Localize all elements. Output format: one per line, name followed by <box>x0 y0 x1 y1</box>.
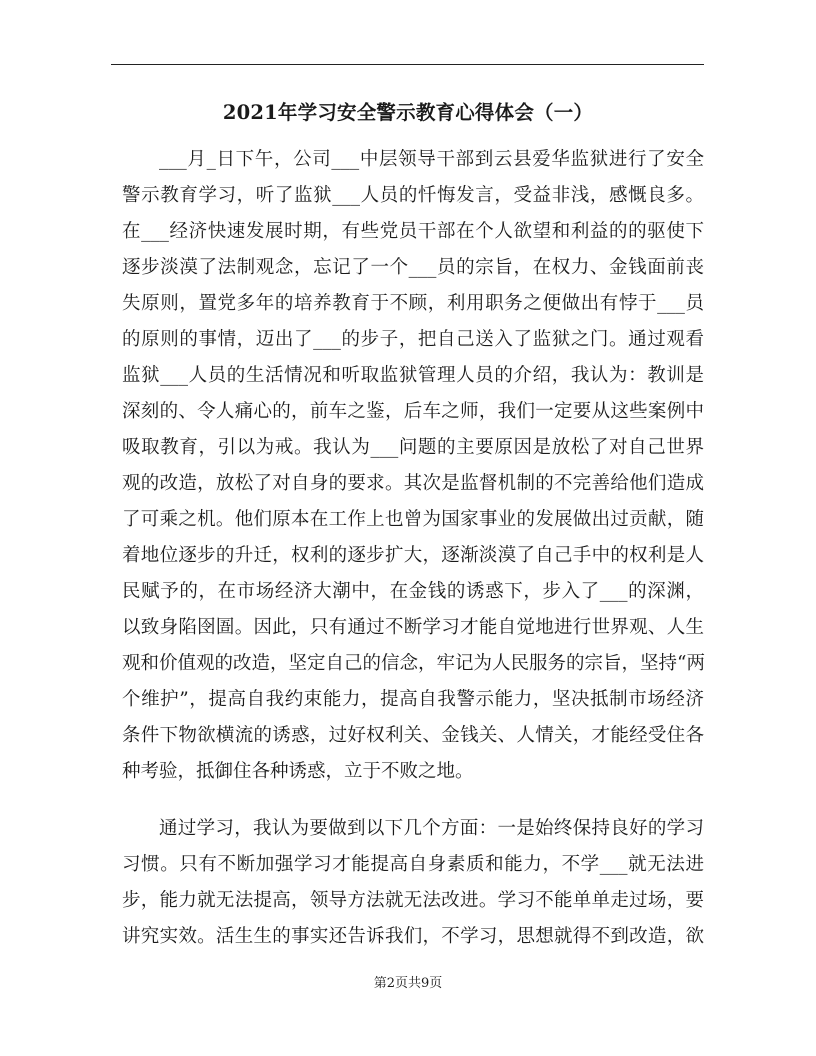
text-line: ___月_日下午，公司___中层领导干部到云县爱华监狱进行了安全 <box>159 149 704 170</box>
document-title: 2021年学习安全警示教育心得体会（一） <box>222 101 594 124</box>
text-line: 吸取教育，引以为戒。我认为___问题的主要原因是放松了对自己世界 <box>122 437 704 458</box>
text-line: 逐步淡漠了法制观念，忘记了一个___员的宗旨，在权力、金钱面前丧 <box>122 257 704 278</box>
text-line: 条件下物欲横流的诱惑，过好权利关、金钱关、人情关，才能经受住各 <box>122 725 704 746</box>
text-line: 监狱___人员的生活情况和听取监狱管理人员的介绍，我认为：教训是 <box>122 365 704 386</box>
text-line: 观和价值观的改造，坚定自己的信念，牢记为人民服务的宗旨，坚持“两 <box>122 653 705 674</box>
text-line: 习惯。只有不断加强学习才能提高自身素质和能力，不学___就无法进 <box>122 854 704 875</box>
page-number: 第2页共9页 <box>373 976 443 991</box>
text-line: 通过学习，我认为要做到以下几个方面：一是始终保持良好的学习 <box>159 818 704 839</box>
text-line: 观的改造，放松了对自身的要求。其次是监督机制的不完善给他们造成 <box>122 473 704 494</box>
text-line: 民赋予的，在市场经济大潮中，在金钱的诱惑下，步入了___的深渊， <box>122 581 704 602</box>
text-line: 着地位逐步的升迁，权利的逐步扩大，逐渐淡漠了自己手中的权利是人 <box>122 545 704 566</box>
text-line: 以致身陷囹圄。因此，只有通过不断学习才能自觉地进行世界观、人生 <box>122 617 704 638</box>
text-line: 讲究实效。活生生的事实还告诉我们，不学习，思想就得不到改造，欲 <box>122 926 704 947</box>
text-line: 警示教育学习，听了监狱___人员的忏悔发言，受益非浅，感慨良多。 <box>122 185 704 206</box>
text-line: 失原则，置党多年的培养教育于不顾，利用职务之便做出有悖于___员 <box>122 293 704 314</box>
text-line: 个维护”，提高自我约束能力，提高自我警示能力，坚决抵制市场经济 <box>122 689 704 710</box>
paragraph-1 <box>122 142 704 790</box>
text-line: 深刻的、令人痛心的，前车之鉴，后车之师，我们一定要从这些案例中 <box>122 401 704 422</box>
paragraph-2 <box>122 811 704 955</box>
text-line: 步，能力就无法提高，领导方法就无法改进。学习不能单单走过场，要 <box>122 890 704 911</box>
text-line: 在___经济快速发展时期，有些党员干部在个人欲望和利益的的驱使下 <box>122 221 704 242</box>
text-line: 的原则的事情，迈出了___的步子，把自己送入了监狱之门。通过观看 <box>122 329 704 350</box>
text-line: 种考验，抵御住各种诱惑，立于不败之地。 <box>122 761 474 782</box>
text-line: 了可乘之机。他们原本在工作上也曾为国家事业的发展做出过贡献，随 <box>122 509 704 530</box>
header-rule <box>111 64 704 65</box>
